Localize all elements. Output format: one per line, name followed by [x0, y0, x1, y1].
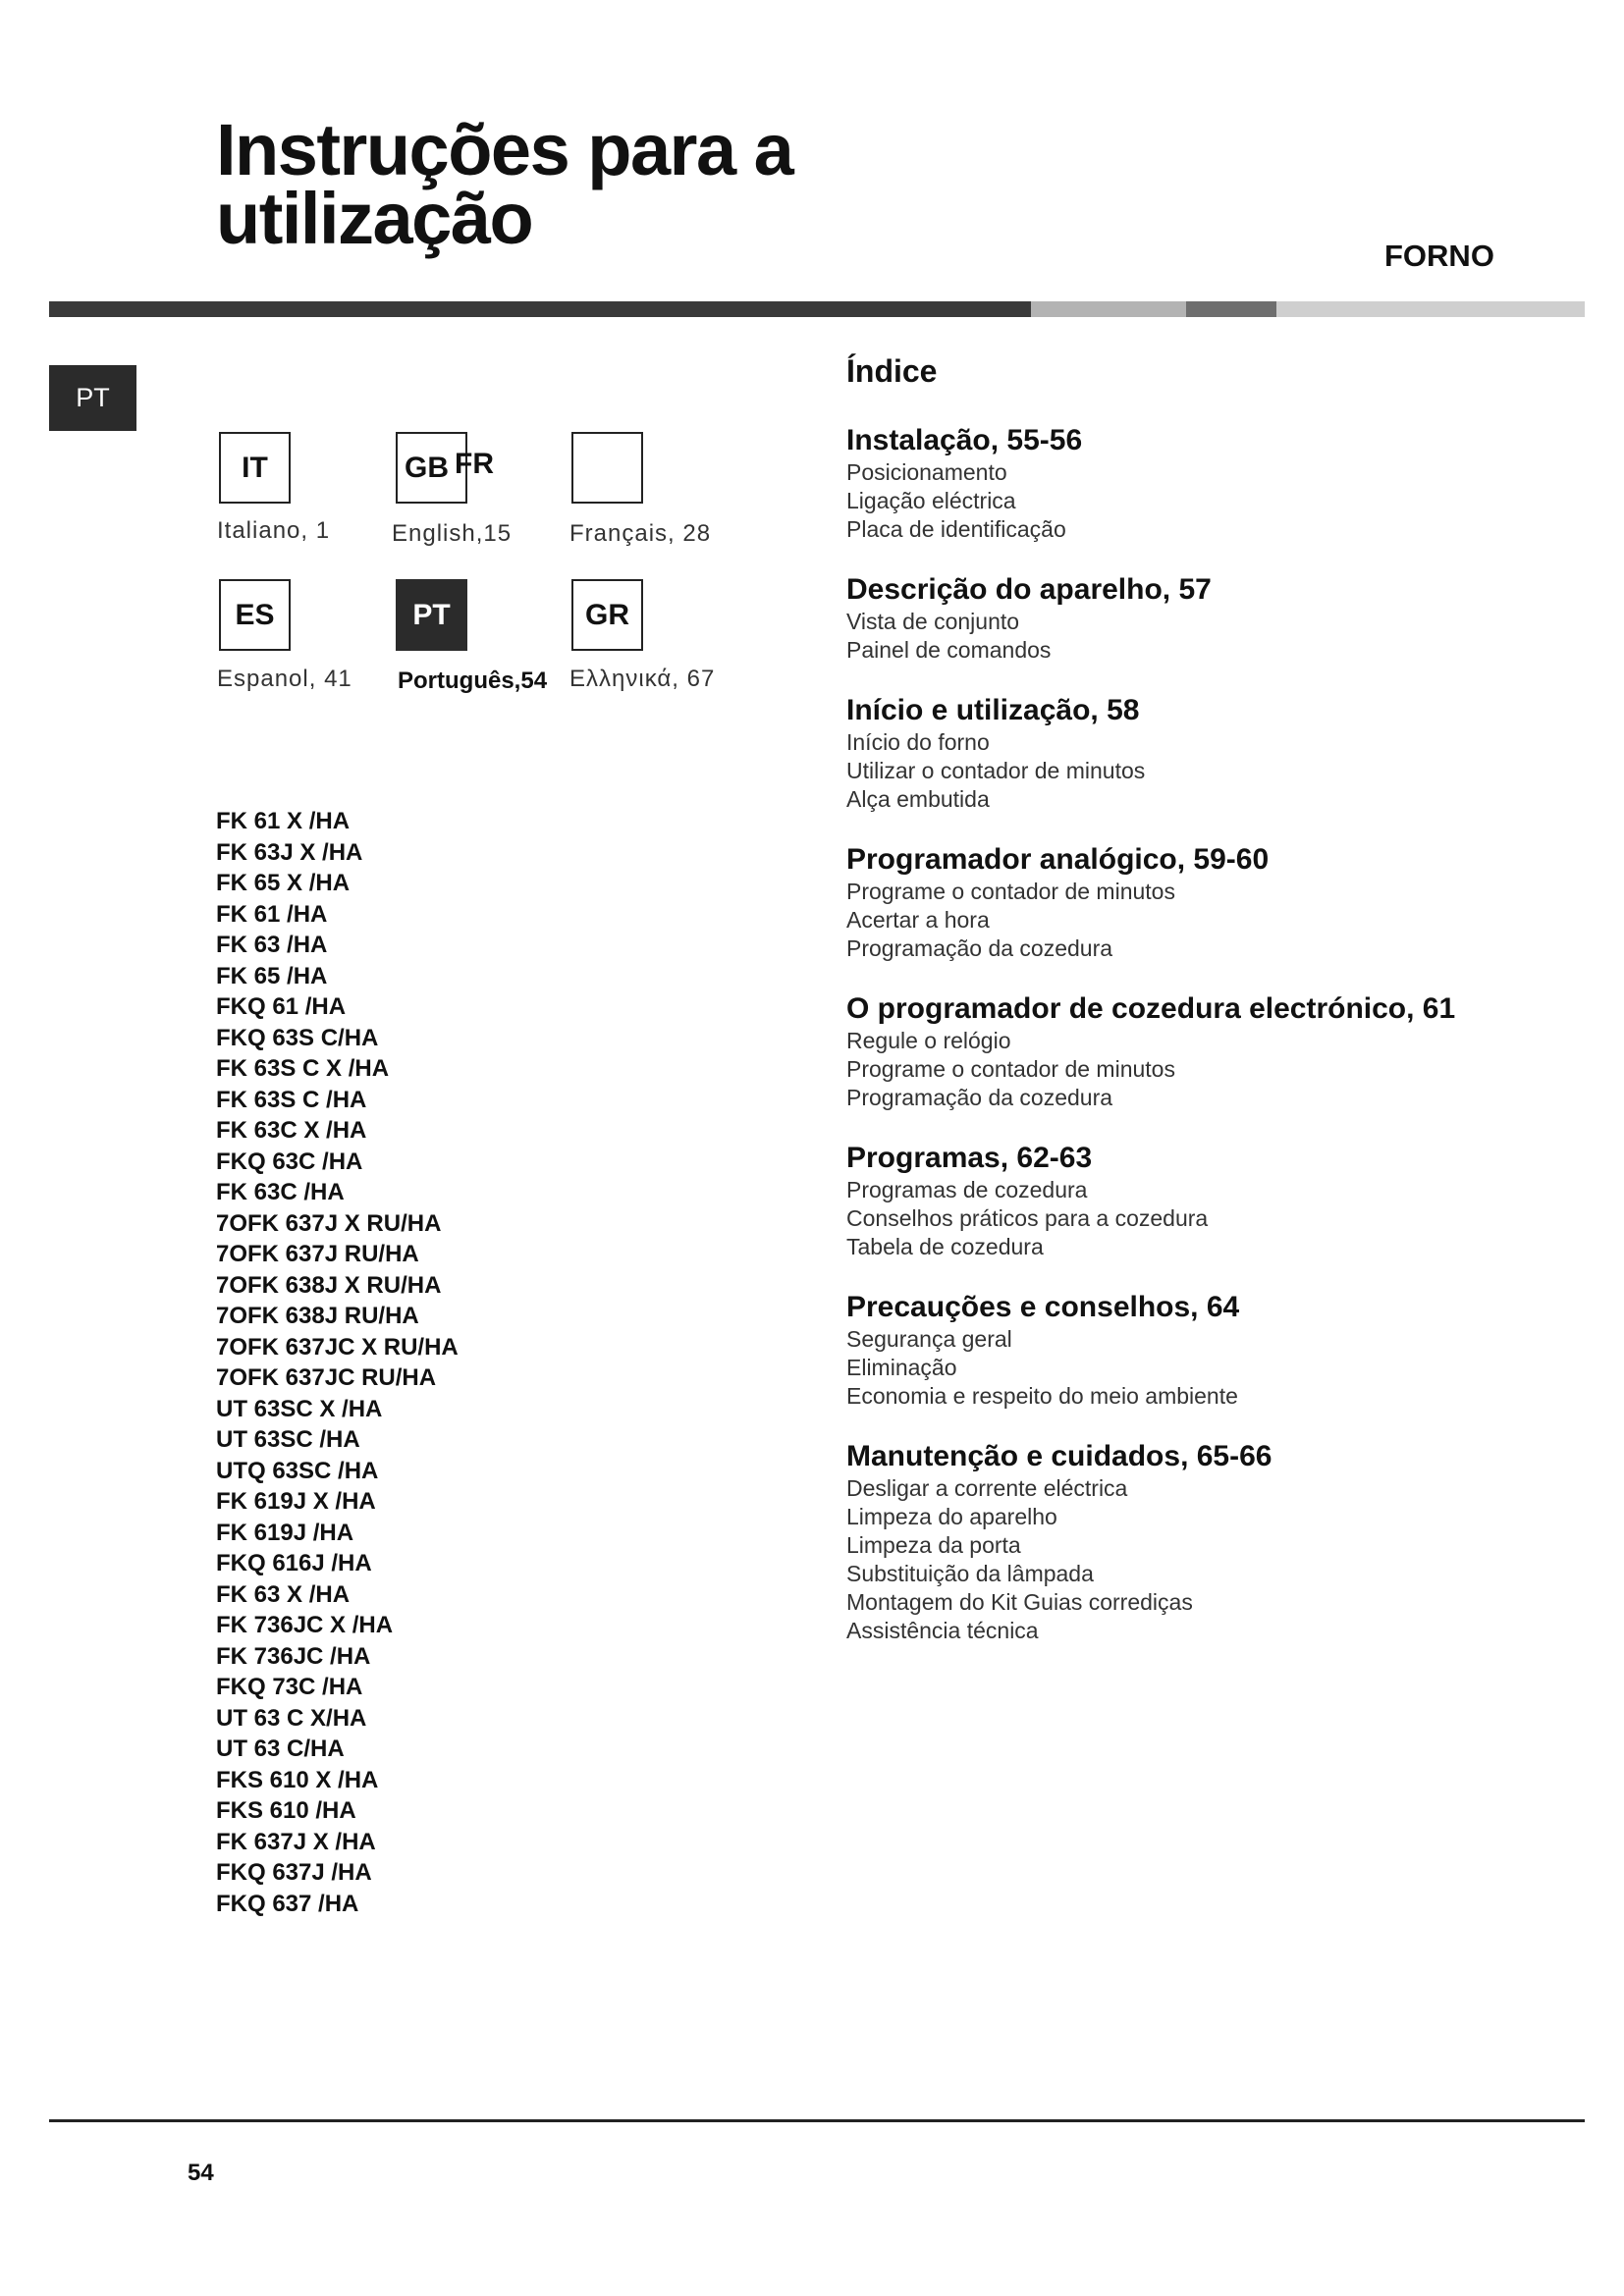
- toc-section-maintenance: [846, 1441, 1475, 1645]
- model-item: UT 63SC X /HA: [216, 1395, 383, 1422]
- lang-box-es[interactable]: ES: [219, 579, 291, 651]
- model-item: FK 619J X /HA: [216, 1488, 376, 1515]
- header-bar-mid: [1186, 301, 1276, 317]
- footer-divider: [49, 2119, 1585, 2122]
- model-item: 7OFK 637JC RU/HA: [216, 1364, 437, 1391]
- lang-code-fr: FR: [455, 448, 494, 480]
- model-item: FK 61 X /HA: [216, 808, 351, 834]
- lang-label-pt: Português,54: [398, 667, 548, 694]
- toc-item[interactable]: Posicionamento: [846, 459, 1007, 485]
- model-item: FK 63S C X /HA: [216, 1055, 390, 1082]
- toc-item[interactable]: Programação da cozedura: [846, 935, 1113, 961]
- model-item: FKQ 63C /HA: [216, 1148, 363, 1175]
- toc-item[interactable]: Início do forno: [846, 729, 990, 755]
- model-item: FK 63 /HA: [216, 932, 328, 958]
- lang-box-gr[interactable]: GR: [571, 579, 643, 651]
- model-item: FK 61 /HA: [216, 900, 328, 928]
- model-item: FK 63S C /HA: [216, 1086, 367, 1113]
- model-item: UTQ 63SC /HA: [216, 1457, 379, 1484]
- toc-section-title[interactable]: Programador analógico, 59-60: [846, 843, 1270, 876]
- toc-item[interactable]: Ligação eléctrica: [846, 488, 1016, 513]
- model-item: FKQ 616J /HA: [216, 1550, 372, 1576]
- toc-section-precautions: [846, 1292, 1475, 1411]
- model-item: FKQ 61 /HA: [216, 993, 347, 1020]
- toc-item[interactable]: Limpeza da porta: [846, 1532, 1021, 1558]
- model-item: FK 637J X /HA: [216, 1828, 376, 1855]
- model-item: UT 63 C X/HA: [216, 1704, 367, 1732]
- lang-label-gr: Ελληνικά, 67: [569, 666, 716, 692]
- model-item: 7OFK 638J X RU/HA: [216, 1271, 442, 1299]
- toc-item[interactable]: Placa de identificação: [846, 516, 1066, 542]
- toc-section-electronic-programmer: [846, 993, 1475, 1112]
- header-bar-dark: [49, 301, 1031, 317]
- model-item: FK 65 X /HA: [216, 870, 351, 896]
- toc-item[interactable]: Acertar a hora: [846, 907, 990, 933]
- model-item: FK 736JC /HA: [216, 1642, 371, 1670]
- model-item: FKQ 63S C/HA: [216, 1024, 379, 1051]
- language-side-tab: PT: [49, 365, 136, 431]
- header-bar-pale: [1276, 301, 1585, 317]
- model-item: UT 63SC /HA: [216, 1426, 360, 1453]
- toc-section-title[interactable]: Início e utilização, 58: [846, 694, 1140, 726]
- lang-label-it: Italiano, 1: [217, 517, 331, 544]
- model-item: FK 63C /HA: [216, 1179, 345, 1205]
- model-item: FK 63J X /HA: [216, 838, 363, 866]
- toc-section-title[interactable]: Precauções e conselhos, 64: [846, 1291, 1240, 1323]
- toc-section-programs: [846, 1143, 1475, 1261]
- toc-section-title[interactable]: O programador de cozedura electrónico, 61: [846, 992, 1456, 1025]
- toc-item[interactable]: Montagem do Kit Guias corrediças: [846, 1589, 1193, 1615]
- toc-section-title[interactable]: Programas, 62-63: [846, 1142, 1093, 1174]
- toc-item[interactable]: Assistência técnica: [846, 1618, 1039, 1643]
- lang-label-fr: Français, 28: [569, 520, 712, 547]
- lang-box-pt[interactable]: PT: [396, 579, 467, 651]
- toc-section-description: [846, 574, 1475, 665]
- model-item: FKS 610 /HA: [216, 1797, 356, 1824]
- lang-box-it[interactable]: IT: [219, 432, 291, 504]
- toc-section-title[interactable]: Descrição do aparelho, 57: [846, 573, 1212, 606]
- model-item: 7OFK 637JC X RU/HA: [216, 1333, 459, 1361]
- toc-item[interactable]: Utilizar o contador de minutos: [846, 758, 1146, 783]
- lang-label-es: Espanol, 41: [217, 666, 352, 692]
- model-item: 7OFK 638J RU/HA: [216, 1303, 419, 1329]
- model-item: FK 65 /HA: [216, 962, 328, 989]
- toc-item[interactable]: Eliminação: [846, 1355, 957, 1380]
- toc-item[interactable]: Painel de comandos: [846, 637, 1052, 663]
- toc-section-title[interactable]: Manutenção e cuidados, 65-66: [846, 1440, 1272, 1472]
- header-bar-light: [1031, 301, 1186, 317]
- model-item: 7OFK 637J RU/HA: [216, 1241, 419, 1267]
- page-number: 54: [188, 2160, 214, 2186]
- toc-item[interactable]: Desligar a corrente eléctrica: [846, 1475, 1128, 1501]
- toc-item[interactable]: Programe o contador de minutos: [846, 879, 1175, 904]
- category-label: FORNO: [1384, 239, 1494, 273]
- lang-box-gb[interactable]: GB: [396, 432, 467, 504]
- toc-section-title[interactable]: Instalação, 55-56: [846, 424, 1083, 456]
- model-item: FKS 610 X /HA: [216, 1766, 379, 1793]
- model-item: FKQ 637J /HA: [216, 1859, 372, 1886]
- toc-item[interactable]: Economia e respeito do meio ambiente: [846, 1383, 1238, 1409]
- model-item: 7OFK 637J X RU/HA: [216, 1209, 442, 1237]
- toc-item[interactable]: Programas de cozedura: [846, 1177, 1088, 1202]
- toc-item[interactable]: Alça embutida: [846, 786, 990, 812]
- toc-section-analog-programmer: [846, 844, 1475, 963]
- lang-label-gb: English,15: [392, 520, 513, 547]
- page-title: [216, 109, 793, 259]
- toc-item[interactable]: Conselhos práticos para a cozedura: [846, 1205, 1209, 1231]
- toc-item[interactable]: Regule o relógio: [846, 1028, 1011, 1053]
- model-item: UT 63 C/HA: [216, 1735, 345, 1762]
- toc-item[interactable]: Tabela de cozedura: [846, 1234, 1044, 1259]
- toc-item[interactable]: Limpeza do aparelho: [846, 1504, 1057, 1529]
- toc-section-start: [846, 695, 1475, 814]
- model-item: FKQ 73C /HA: [216, 1674, 363, 1700]
- title-line-2: utilização: [216, 178, 533, 259]
- model-item: FK 63 X /HA: [216, 1580, 351, 1608]
- toc-item[interactable]: Programação da cozedura: [846, 1085, 1113, 1110]
- toc-item[interactable]: Vista de conjunto: [846, 609, 1020, 634]
- title-line-1: Instruções para a: [216, 109, 793, 190]
- toc-item[interactable]: Substituição da lâmpada: [846, 1561, 1094, 1586]
- toc-item[interactable]: Programe o contador de minutos: [846, 1056, 1175, 1082]
- lang-box-fr[interactable]: [571, 432, 643, 504]
- toc-item[interactable]: Segurança geral: [846, 1326, 1012, 1352]
- model-list: [216, 806, 459, 1919]
- model-item: FK 63C X /HA: [216, 1117, 367, 1144]
- model-item: FK 619J /HA: [216, 1519, 354, 1546]
- table-of-contents: [846, 353, 1475, 1676]
- model-item: FK 736JC X /HA: [216, 1612, 394, 1638]
- toc-section-installation: [846, 425, 1475, 544]
- toc-heading: Índice: [846, 353, 938, 389]
- model-item: FKQ 637 /HA: [216, 1890, 359, 1917]
